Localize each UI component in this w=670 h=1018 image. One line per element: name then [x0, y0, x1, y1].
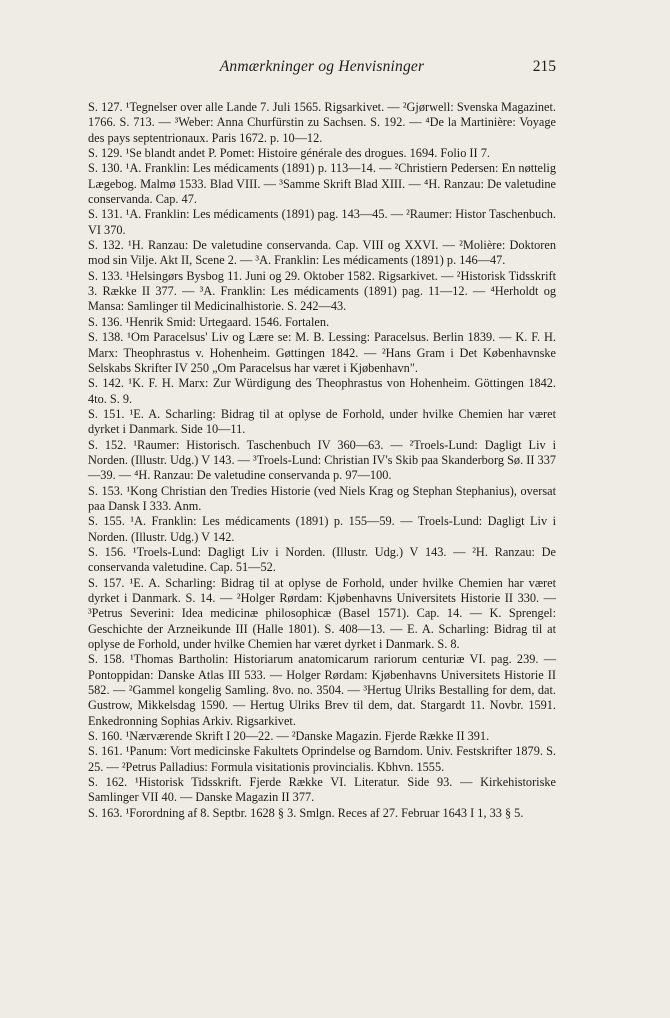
note-s162: S. 162. ¹Historisk Tidsskrift. Fjerde Række VI. Literatur. Side 93. — Kirkehistoriske Samlinger VII 40. — Danske Magazin II 377. — [88, 775, 556, 805]
note-s142: S. 142. ¹K. F. H. Marx: Zur Würdigung des Theophrastus von Hohenheim. Göttingen 1842. 4to. S. 9. — [88, 376, 556, 406]
note-s138: S. 138. ¹Om Paracelsus' Liv og Lære se: M. B. Lessing: Paracelsus. Berlin 1839. — K. F. H. Marx: Theophrastus v. Hohenheim. Gøttingen 1842. — ²Hans Gram i Det Københavnske Selskabs Skrifter IV 250 „Om Paracelsus har været i Kjøbenhavn". — [88, 330, 556, 375]
note-s160: S. 160. ¹Nærværende Skrift I 20—22. — ²Danske Magazin. Fjerde Række II 391. — [88, 729, 490, 744]
page-header — [88, 58, 556, 78]
page-number: 215 — [532, 58, 556, 75]
note-s136: S. 136. ¹Henrik Smid: Urtegaard. 1546. Fortalen. — [88, 314, 330, 329]
notes-list — [88, 100, 556, 821]
note-s130: S. 130. ¹A. Franklin: Les médicaments (1891) p. 113—14. — ²Christiern Pedersen: En nøttelig Lægebog. Malmø 1533. Blad VIII. — ³Samme Skrift Blad XIII. — ⁴H. Ranzau: De valetudine conservanda. Cap. 47. — [88, 161, 556, 207]
note-s157: S. 157. ¹E. A. Scharling: Bidrag til at oplyse de Forhold, under hvilke Chemien har været dyrket i Danmark. S. 14. — ²Holger Rørdam: Kjøbenhavns Universitets Historie II 330. — ³Petrus Severini: Idea medicinæ philosophicæ (Basel 1571). Cap. 14. — K. Sprengel: Geschichte der Arzneikunde III (Halle 1801). S. 408—13. — E. A. Scharling: Bidrag til at oplyse de Forhold, under hvilke Chemien har været dyrket i Danmark. S. 8. — [88, 575, 556, 652]
note-s133: S. 133. ¹Helsingørs Bysbog 11. Juni og 29. Oktober 1582. Rigsarkivet. — ²Historisk Tidsskrift 3. Række II 377. — ³A. Franklin: Les médicaments (1891) pag. 11—12. — ⁴Herholdt og Mansa: Samlinger til Medicinalhistorie. S. 242—43. — [88, 268, 556, 314]
note-s158: S. 158. ¹Thomas Bartholin: Historiarum anatomicarum rariorum centuriæ VI. pag. 239. — Pontoppidan: Danske Atlas III 533. — Holger Rørdam: Kjøbenhavns Universitets Historie II 582. — ²Gammel kongelig Samling. 8vo. no. 3504. — ³Hertug Ulriks Bestalling for dem, dat. Gustrow, Mikkelsdag 1590. — Hertug Ulriks Brev til dem, dat. Stargardt 11. Novbr. 1591. Enkedronning Sophias Arkiv. Rigsarkivet. — [88, 652, 556, 728]
note-s132: S. 132. ¹H. Ranzau: De valetudine conservanda. Cap. VIII og XXVI. — ²Molière: Doktoren mod sin Vilje. Akt II, Scene 2. — ³A. Franklin: Les médicaments (1891) p. 146—47. — [88, 238, 556, 268]
note-s163: S. 163. ¹Forordning af 8. Septbr. 1628 § 3. Smlgn. Reces af 27. Februar 1643 I 1, 33 § 5. — [88, 805, 524, 820]
note-s131: S. 131. ¹A. Franklin: Les médicaments (1891) pag. 143—45. — ²Raumer: Histor Taschenbuch. VI 370. — [88, 207, 556, 237]
note-s153: S. 153. ¹Kong Christian den Tredies Historie (ved Niels Krag og Stephan Stephanius), oversat paa Dansk I 333. Anm. — [88, 483, 556, 513]
note-s152: S. 152. ¹Raumer: Historisch. Taschenbuch IV 360—63. — ²Troels-Lund: Dagligt Liv i Norden. (Illustr. Udg.) V 143. — ³Troels-Lund: Christian IV's Skib paa Skanderborg Sø. II 337—39. — ⁴H. Ranzau: De valetudine conservanda p. 97—100. — [88, 437, 556, 483]
note-s156: S. 156. ¹Troels-Lund: Dagligt Liv i Norden. (Illustr. Udg.) V 143. — ²H. Ranzau: De conservanda valetudine. Cap. 51—52. — [88, 544, 556, 575]
note-s151: S. 151. ¹E. A. Scharling: Bidrag til at oplyse de Forhold, under hvilke Chemien har været dyrket i Danmark. Side 10—11. — [88, 406, 556, 437]
running-head: Anmærkninger og Henvisninger — [219, 58, 425, 75]
note-s129: S. 129. ¹Se blandt andet P. Pomet: Histoire générale des drogues. 1694. Folio II 7. — [88, 146, 490, 161]
note-s161: S. 161. ¹Panum: Vort medicinske Fakultets Oprindelse og Barndom. Univ. Festskrifter 1879. S. 25. — ²Petrus Palladius: Formula visitationis provincialis. Kbhvn. 1555. — [88, 744, 556, 774]
note-s155: S. 155. ¹A. Franklin: Les médicaments (1891) p. 155—59. — Troels-Lund: Dagligt Liv i Norden. (Illustr. Udg.) V 142. — [88, 514, 556, 544]
note-s127: S. 127. ¹Tegnelser over alle Lande 7. Juli 1565. Rigsarkivet. — ²Gjørwell: Svenska Magazinet. 1766. S. 713. — ³Weber: Anna Churfürstin zu Sachsen. S. 192. — ⁴De la Martinière: Voyage des pays septentrionaux. Paris 1672. p. 10—12. — [88, 100, 556, 145]
